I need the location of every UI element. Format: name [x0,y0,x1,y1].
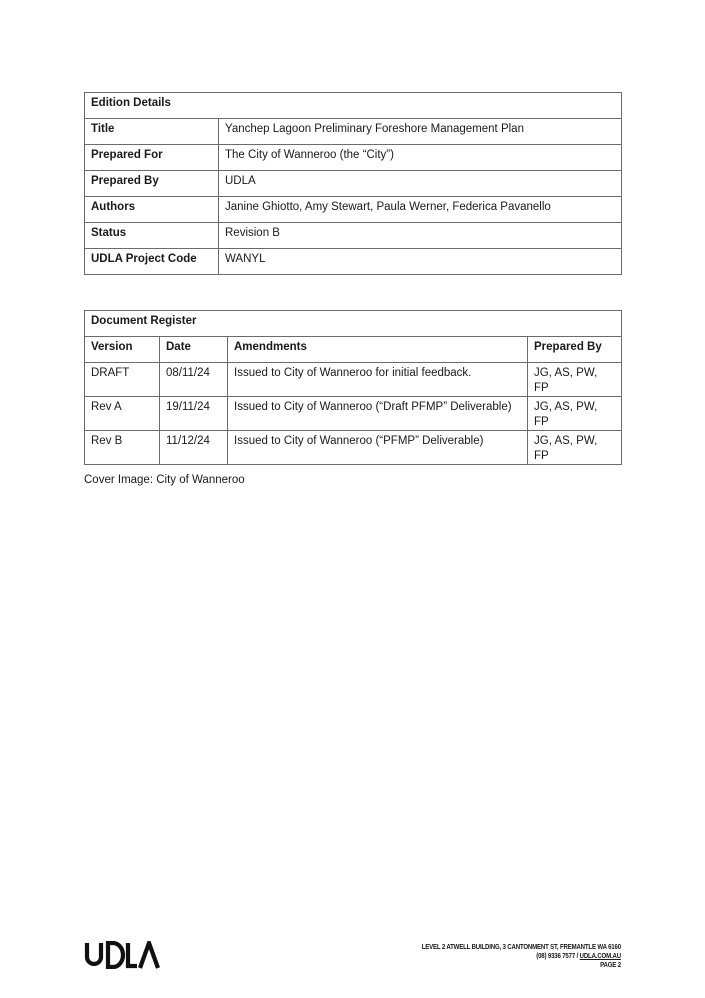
cell-version: DRAFT [85,363,160,397]
footer-separator: / [575,951,580,960]
column-header-version: Version [85,337,160,363]
row-value: Yanchep Lagoon Preliminary Foreshore Management Plan [219,119,622,145]
column-headers [85,337,622,363]
cell-version: Rev B [85,431,160,465]
table-row [85,431,622,465]
cell-prepared-by: JG, AS, PW, FP [528,431,622,465]
cell-date: 11/12/24 [160,431,228,465]
cell-date: 19/11/24 [160,397,228,431]
udla-logo [84,941,160,972]
row-label: Authors [85,197,219,223]
footer-contact [422,951,621,960]
footer-address: LEVEL 2 ATWELL BUILDING, 3 CANTONMENT ST, FREMANTLE WA 6160 [421,942,621,951]
row-value: The City of Wanneroo (the “City”) [219,145,622,171]
cell-date: 08/11/24 [160,363,228,397]
table-row [85,197,622,223]
footer-phone: (08) 9336 7577 [536,951,576,960]
row-value: Janine Ghiotto, Amy Stewart, Paula Werner, Federica Pavanello [219,197,622,223]
edition-details-heading: Edition Details [85,93,622,119]
row-label: Prepared By [85,171,219,197]
row-value: UDLA [219,171,622,197]
column-header-amendments: Amendments [228,337,528,363]
cell-amendments: Issued to City of Wanneroo (“PFMP” Deliverable) [228,431,528,465]
footer-address-block [422,942,621,969]
column-header-date: Date [160,337,228,363]
table-row [85,119,622,145]
udla-logo-icon [84,941,160,969]
page-number: PAGE 2 [600,960,621,969]
table-row [85,397,622,431]
row-label: Status [85,223,219,249]
cell-prepared-by: JG, AS, PW, FP [528,363,622,397]
table-header-row [85,93,622,119]
row-label: Prepared For [85,145,219,171]
row-value: Revision B [219,223,622,249]
footer-website-link[interactable]: UDLA.COM.AU [579,951,621,960]
table-row [85,249,622,275]
table-row [85,145,622,171]
document-register-table [84,310,622,465]
cell-version: Rev A [85,397,160,431]
cell-prepared-by: JG, AS, PW, FP [528,397,622,431]
cell-amendments: Issued to City of Wanneroo for initial feedback. [228,363,528,397]
table-row [85,363,622,397]
table-row [85,171,622,197]
table-row [85,223,622,249]
cover-image-caption: Cover Image: City of Wanneroo [84,474,245,486]
table-header-row [85,311,622,337]
document-register-heading: Document Register [85,311,622,337]
row-label: Title [85,119,219,145]
edition-details-table [84,92,622,275]
row-value: WANYL [219,249,622,275]
column-header-prepared-by: Prepared By [528,337,622,363]
cell-amendments: Issued to City of Wanneroo (“Draft PFMP” Deliverable) [228,397,528,431]
row-label: UDLA Project Code [85,249,219,275]
